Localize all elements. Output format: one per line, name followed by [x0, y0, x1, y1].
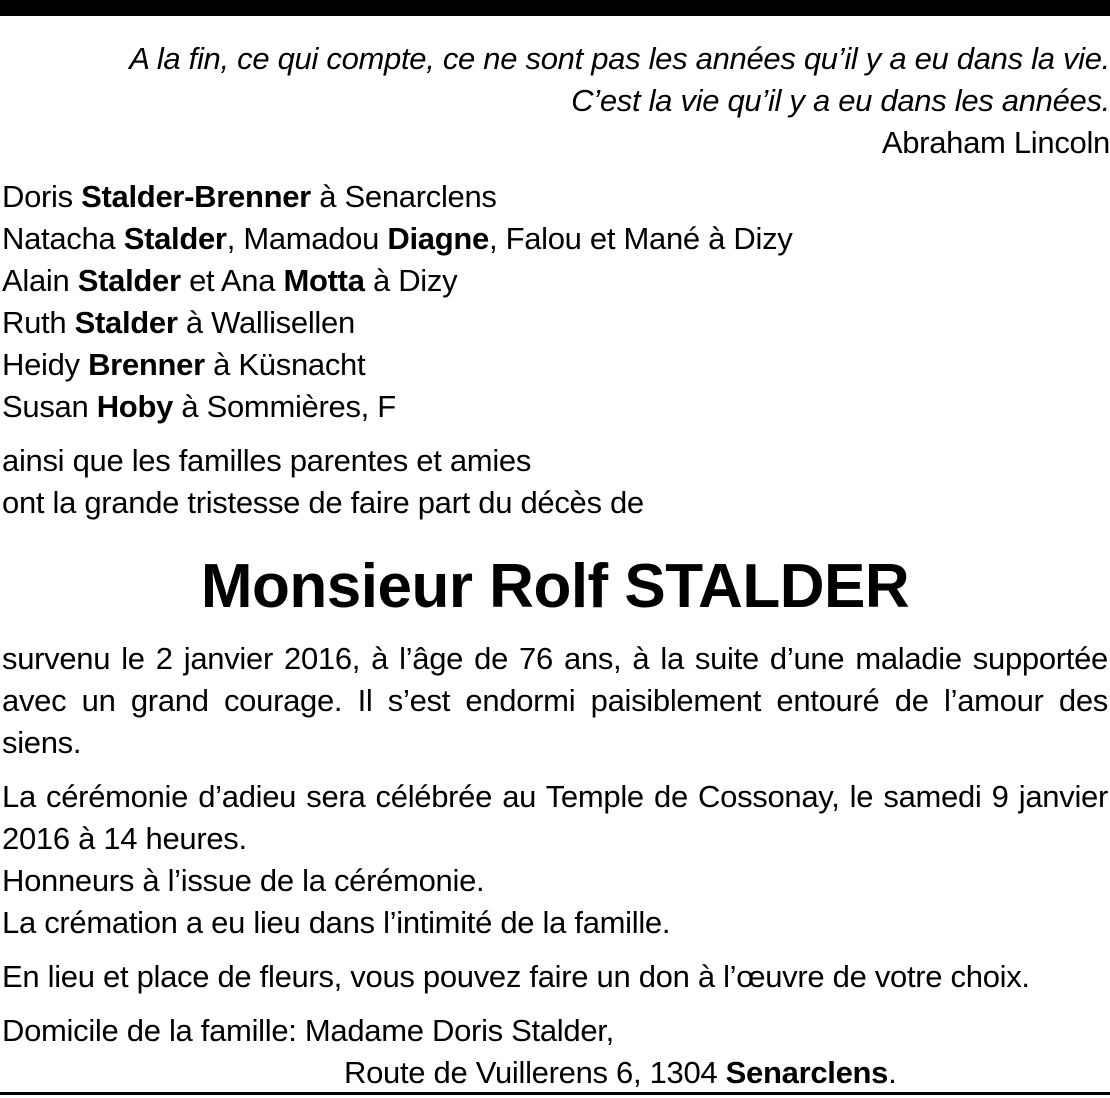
cremation-text: La crémation a eu lieu dans l’intimité de la famille. [2, 905, 671, 940]
surname: Motta [283, 263, 365, 298]
death-paragraph: survenu le 2 janvier 2016, à l’âge de 76 ans, à la suite d’une maladie supportée avec un grand courage. Il s’est endormi paisiblement entouré de l’amour des siens. [2, 641, 1108, 760]
deceased-name: Monsieur Rolf STALDER [200, 552, 910, 621]
first-name: Ruth [2, 305, 75, 340]
family-list [2, 176, 1108, 428]
family-member [2, 176, 1108, 218]
flowers-note: En lieu et place de fleurs, vous pouvez faire un don à l’œuvre de votre choix. [2, 959, 1030, 994]
town-name: Senarclens [725, 1055, 889, 1090]
epigraph-quote [2, 38, 1110, 164]
first-name: Susan [2, 389, 97, 424]
family-member [2, 218, 1108, 260]
first-name: Doris [2, 179, 82, 214]
quote-line-2: C’est la vie qu’il y a eu dans les années. [571, 83, 1110, 118]
location-text: à Senarclens [310, 179, 497, 214]
period-text: . [888, 1055, 897, 1090]
quote-line-1: A la fin, ce qui compte, ce ne sont pas les années qu’il y a eu dans la vie. [129, 41, 1110, 76]
surname: Stalder [77, 263, 181, 298]
surname: Stalder [123, 221, 227, 256]
quote-author: Abraham Lincoln [881, 125, 1110, 160]
surname: Brenner [88, 347, 205, 382]
first-name: Alain [2, 263, 78, 298]
surname: Diagne [387, 221, 489, 256]
ceremony-text: La cérémonie d’adieu sera célébrée au Temple de Cossonay, le samedi 9 janvier 2016 à 14 heures. [2, 779, 1108, 856]
top-rule [0, 0, 1110, 16]
address-line-2 [2, 1052, 1108, 1094]
connector-text: , Mamadou [226, 221, 388, 256]
family-member [2, 260, 1108, 302]
honours-text: Honneurs à l’issue de la cérémonie. [2, 863, 485, 898]
surname: Stalder [74, 305, 178, 340]
street-text: Route de Vuillerens 6, 1304 [344, 1055, 726, 1090]
location-text: à Dizy [364, 263, 458, 298]
location-text: à Sommières, F [173, 389, 396, 424]
surname: Stalder-Brenner [81, 179, 311, 214]
intro-line-1: ainsi que les familles parentes et amies [2, 443, 532, 478]
location-text: à Wallisellen [177, 305, 355, 340]
location-text: à Küsnacht [204, 347, 366, 382]
intro-line-2: ont la grande tristesse de faire part du décès de [2, 485, 644, 520]
obituary-notice [2, 38, 1108, 1094]
surname: Hoby [96, 389, 174, 424]
first-name: Heidy [2, 347, 89, 382]
connector-text: et Ana [180, 263, 284, 298]
family-member [2, 386, 1108, 428]
family-member [2, 302, 1108, 344]
location-text: , Falou et Mané à Dizy [488, 221, 793, 256]
first-name: Natacha [2, 221, 124, 256]
address-line-1: Domicile de la famille: Madame Doris Stalder, [2, 1013, 614, 1048]
family-member [2, 344, 1108, 386]
ceremony-info [2, 776, 1108, 944]
bottom-rule [0, 1092, 1110, 1095]
family-address [2, 1010, 1108, 1094]
announcement-intro [2, 440, 1108, 524]
